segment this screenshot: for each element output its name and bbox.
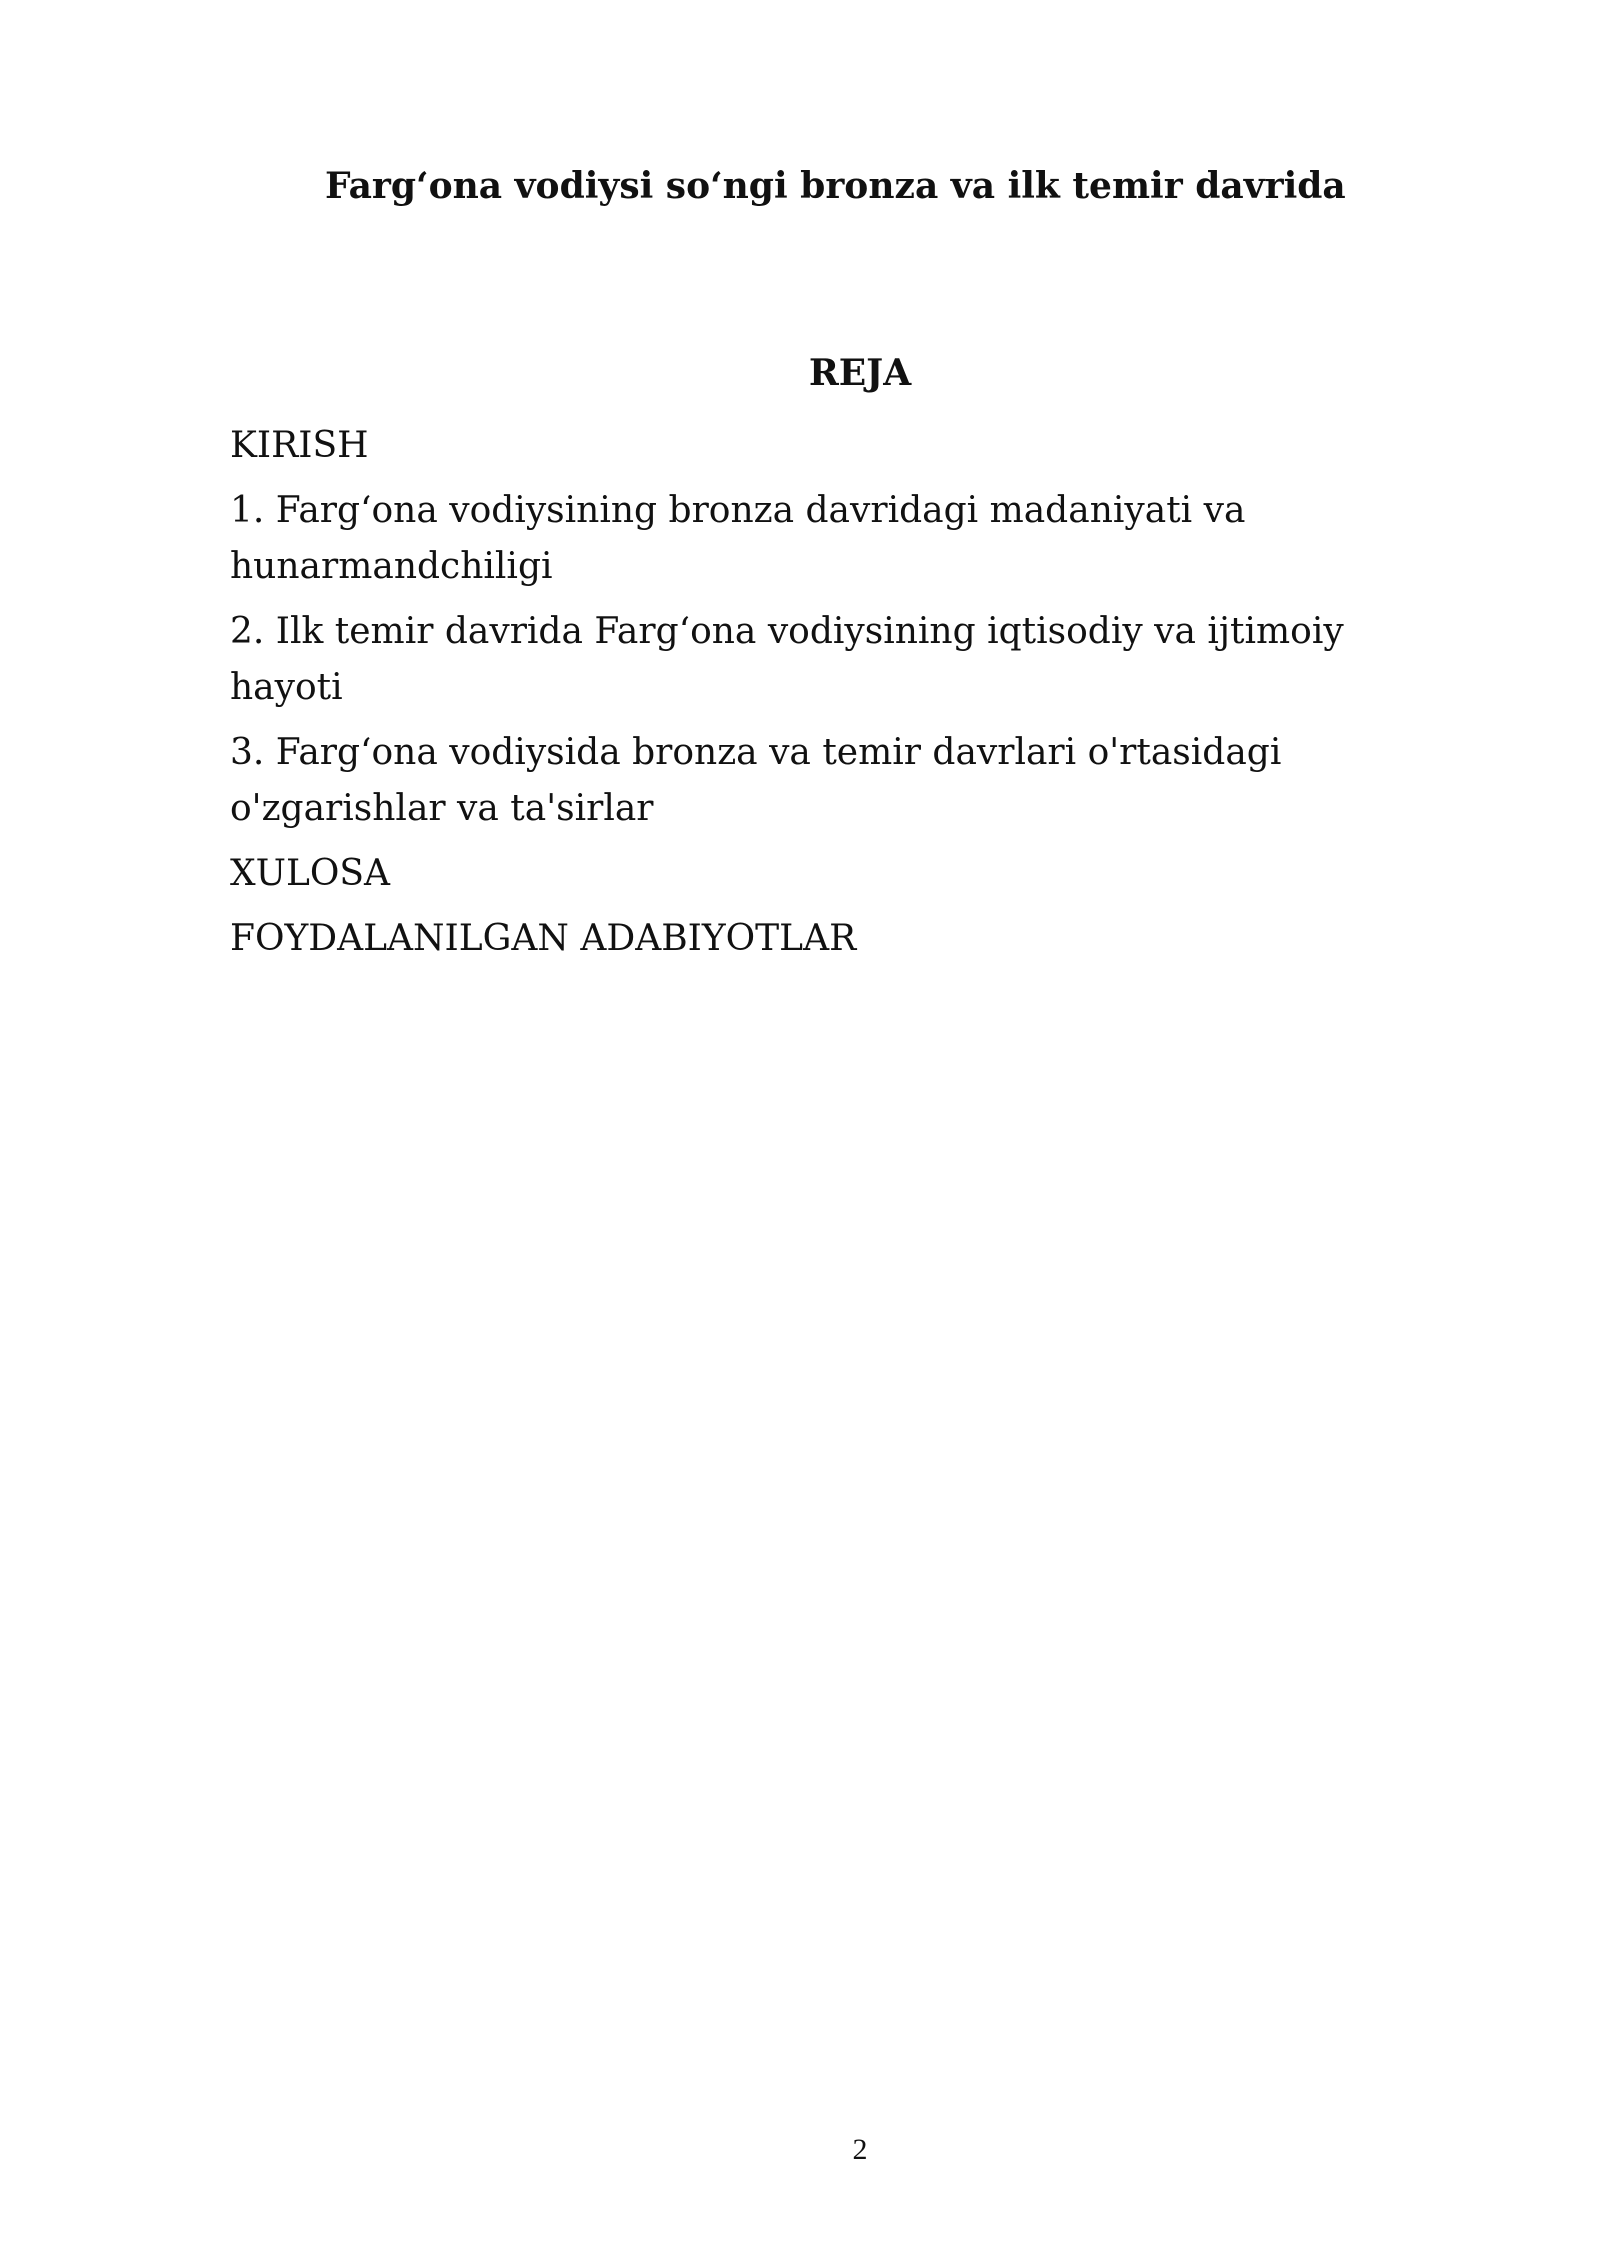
toc-item-introduction: KIRISH: [230, 425, 369, 466]
toc-item-chapter-2: 2. Ilk temir davrida Farg‘ona vodiysining iqtisodiy va ijtimoiy hayoti: [230, 611, 1344, 708]
toc-item-chapter-1: 1. Farg‘ona vodiysining bronza davridagi madaniyati va hunarmandchiligi: [230, 490, 1246, 587]
table-of-contents: [230, 418, 1420, 976]
plan-heading: REJA: [808, 352, 912, 394]
toc-item-chapter-3: 3. Farg‘ona vodiysida bronza va temir davrlari o'rtasidagi o'zgarishlar va ta'sirlar: [230, 732, 1282, 829]
toc-item-references: FOYDALANILGAN ADABIYOTLAR: [230, 918, 857, 959]
document-title: Farg‘ona vodiysi so‘ngi bronza va ilk temir davrida: [325, 165, 1346, 207]
page-number: 2: [852, 2133, 868, 2166]
toc-item-conclusion: XULOSA: [230, 853, 391, 894]
